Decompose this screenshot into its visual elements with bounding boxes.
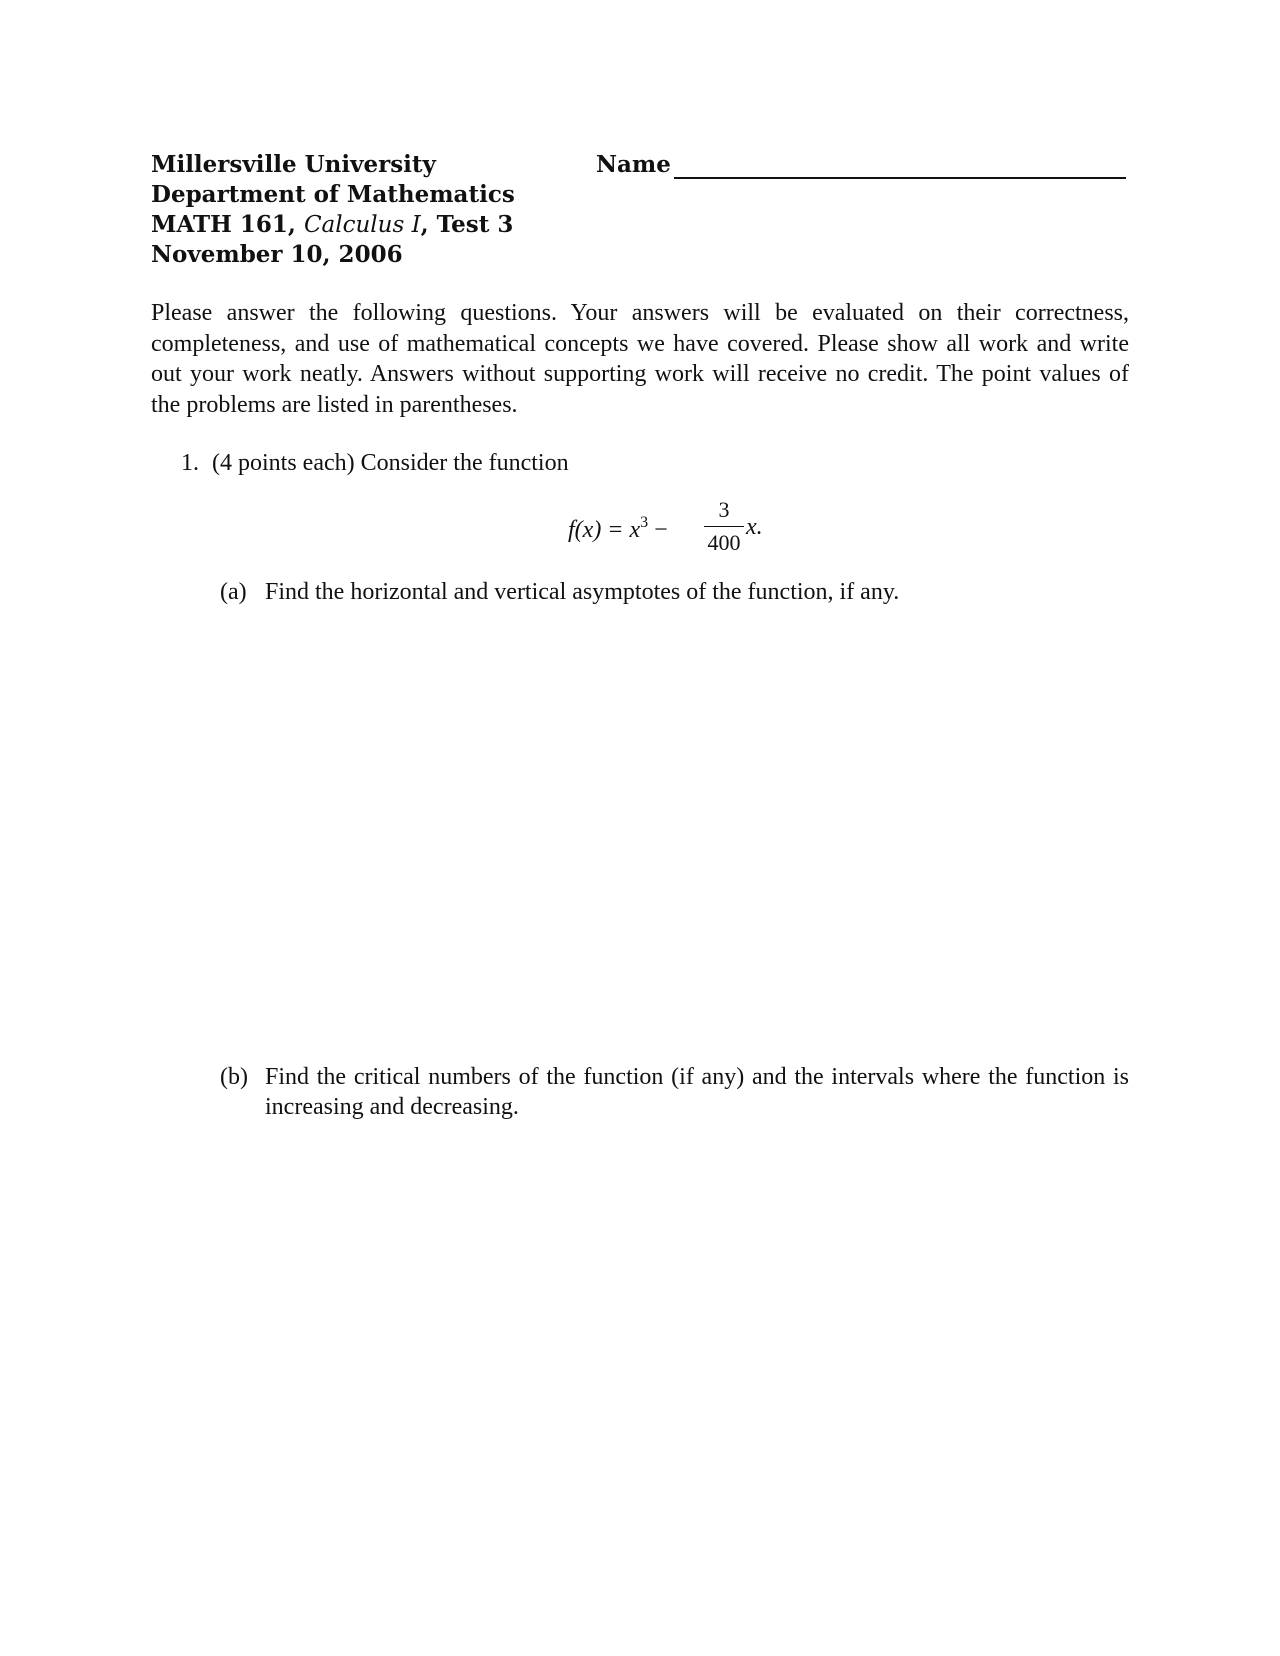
- formula-right-side: x.: [746, 514, 763, 540]
- formula-exponent: 3: [640, 514, 649, 531]
- question-1-prompt: [181, 448, 569, 478]
- part-text: Find the critical numbers of the function (if any) and the intervals where the function is increasing and decreasing.: [265, 1064, 1129, 1120]
- formula-left-side: [568, 514, 668, 544]
- name-label: Name: [596, 151, 671, 178]
- course-name: Calculus I: [303, 212, 421, 238]
- question-number: 1.: [181, 450, 199, 476]
- name-field[interactable]: [596, 150, 1136, 184]
- university-name: Millersville University: [151, 151, 436, 178]
- part-text: Find the horizontal and vertical asymptotes of the function, if any.: [265, 579, 900, 605]
- question-1a: [220, 577, 1132, 609]
- formula-minus: −: [648, 517, 668, 543]
- formula-fraction: [704, 497, 744, 556]
- name-blank-line[interactable]: [674, 177, 1126, 179]
- formula-lhs-text: f(x) = x: [568, 517, 641, 543]
- fraction-bar: [704, 526, 744, 527]
- part-label: (b): [220, 1064, 248, 1090]
- question-text: (4 points each) Consider the function: [212, 450, 569, 476]
- exam-header: [151, 150, 515, 270]
- course-code: MATH 161,: [151, 211, 296, 238]
- course-line: [151, 210, 515, 240]
- test-label: , Test 3: [420, 211, 514, 238]
- fraction-numerator: 3: [718, 497, 730, 522]
- question-1b: [220, 1062, 1132, 1126]
- exam-date: November 10, 2006: [151, 241, 403, 268]
- fraction-denominator: 400: [707, 530, 741, 555]
- instructions-paragraph: Please answer the following questions. Your answers will be evaluated on their correctness, completeness, and use of mathematical concepts we have covered. Please show all work and write out your work neatly. Answers without supporting work will receive no credit. The point values of the problems are listed in parentheses.: [151, 300, 1129, 418]
- part-label: (a): [220, 579, 247, 605]
- department-name: Department of Mathematics: [151, 181, 515, 208]
